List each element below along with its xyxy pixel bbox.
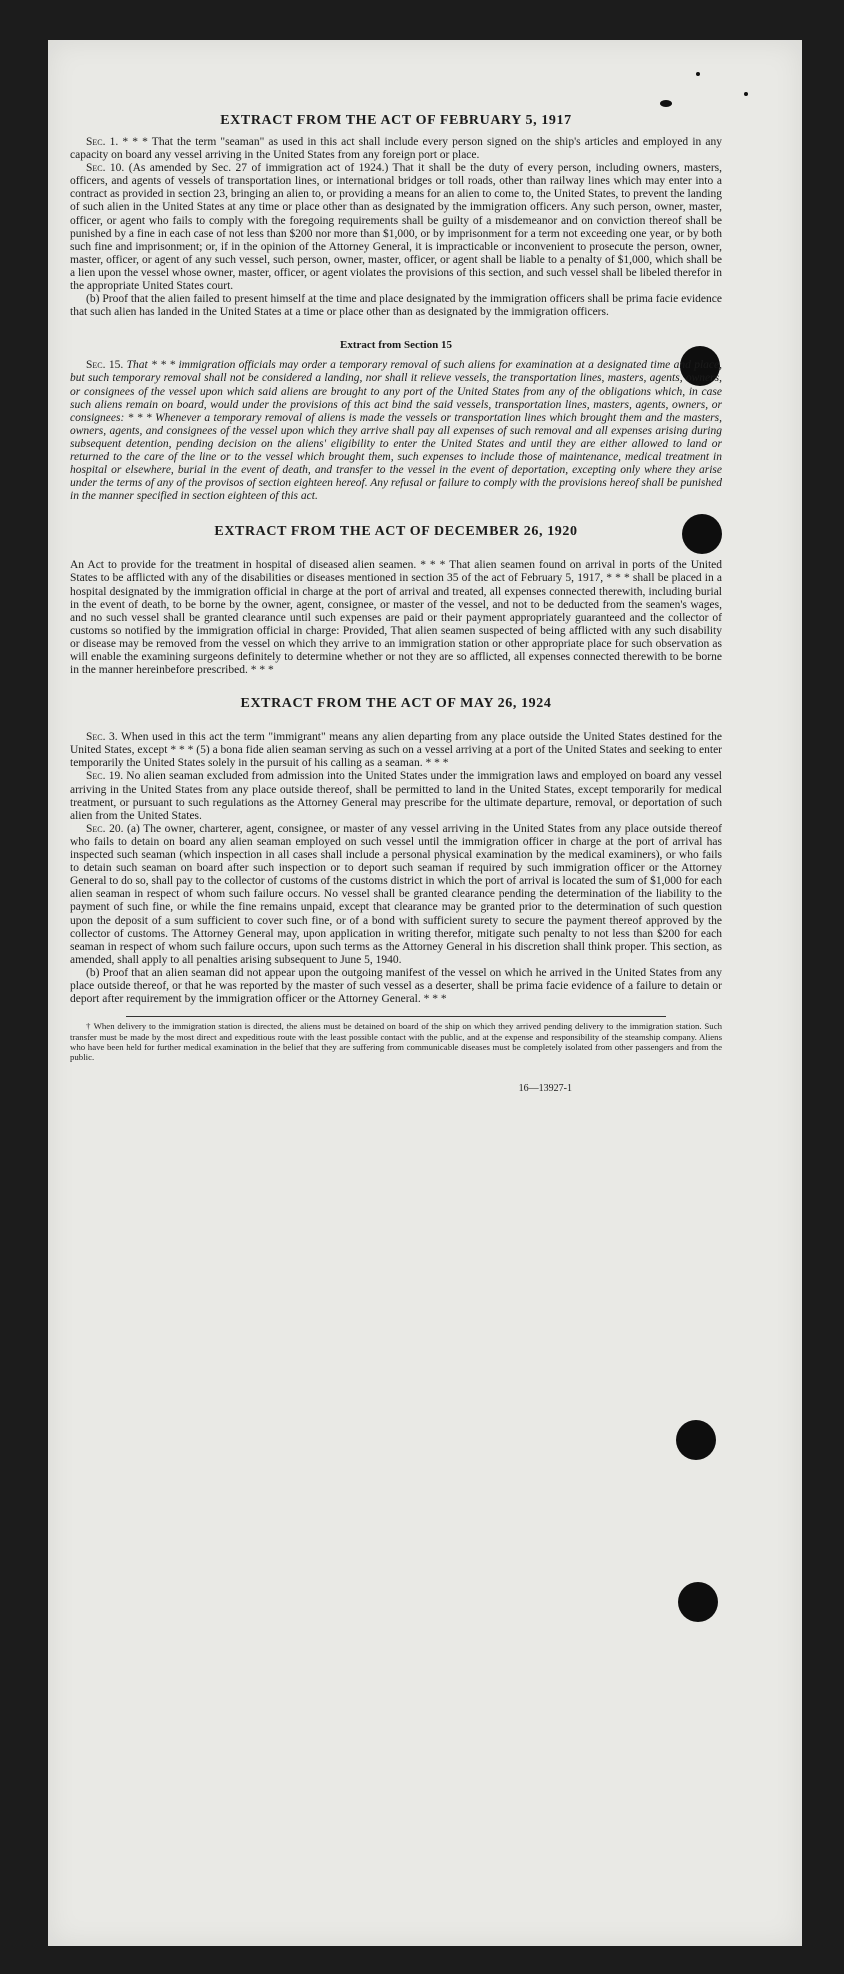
section-1-paragraph: Sec. 1. * * * That the term "seaman" as used in this act shall include every person signed on the ship's articles and employed in any capacity on board any vessel arriving in the United States from any foreign port or place. xyxy=(70,136,722,162)
punch-hole xyxy=(676,1420,716,1460)
section-20b-paragraph: (b) Proof that an alien seaman did not appear upon the outgoing manifest of the vessel on which he arrived in the United States from any place outside thereof, or that he was reported by the master of such vessel as a deserter, shall be prima facie evidence of a failure to detain or deport after requirement by the immigration officer or the Attorney General. * * * xyxy=(70,966,722,1006)
punch-hole xyxy=(678,1582,718,1622)
section-3-paragraph: Sec. 3. When used in this act the term "immigrant" means any alien departing from any place outside the United States destined for the United States, except * * * (5) a bona fide alien seaman serving as such on a vessel arriving at a port of the United States and seeking to enter temporarily the United States solely in the pursuit of his calling as a seaman. * * * xyxy=(70,731,722,770)
footnote: † When delivery to the immigration station is directed, the aliens must be detained on board of the ship on which they arrived pending delivery to the immigration station. Such transfer must be made by the most direct and expeditious route with the least possible contact with the public, and at the expense and responsibility of the steamship company. Aliens who have been held for further medical examination in the belief that they are suffering from communicable diseases must be completely isolated from other passengers and from the public. xyxy=(70,1021,722,1063)
section-heading-1924: EXTRACT FROM THE ACT OF MAY 26, 1924 xyxy=(240,696,552,712)
section-15-paragraph: Sec. 15. That * * * immigration officials may order a temporary removal of such aliens for examination at a designated time and place, but such temporary removal shall not be considered a landing, nor shall it relieve vessels, the transportation lines, masters, agents, owners, or consignees of the vessel upon which said aliens are brought to any port of the United States from any of the obligations which, in case such aliens remain on board, would under the provisions of this act bind the said vessels, transportation lines, masters, agents, owners, or consignees: * * * Whenever a temporary removal of aliens is made the vessels or transportation lines which brought them and the masters, owners, agents, and consignees of the vessel upon which they arrive shall pay all expenses of such removal and all expenses arising during subsequent detention, pending decision on the aliens' eligibility to enter the United States and until they are either allowed to land or returned to the care of the line or to the vessel which brought them, such expenses to include those of maintenance, medical treatment in hospital or elsewhere, burial in the event of death, and transfer to the vessel in the event of deportation, excepting only where they arise under the terms of any of the provisos of section eighteen hereof. Any refusal or failure to comply with the provisions hereof shall be punished in the manner specified in section eighteen of this act. xyxy=(70,359,723,503)
act-1920-paragraph: An Act to provide for the treatment in hospital of diseased alien seamen. * * * That alien seamen found on arrival in ports of the United States to be afflicted with any of the disabilities or diseases mentioned in section 35 of the act of February 5, 1917, * * * shall be placed in a hospital designated by the immigration official in charge at the port of arrival and treated, all expenses connected therewith, including burial in the event of death, to be borne by the owner, agent, consignee, or master of the vessel, and not to be deducted from the seamen's wages, and no such vessel shall be granted clearance until such expenses are paid or their payment appropriately guaranteed and the collector of customs so notified by the immigration official in charge: Provided, That alien seamen suspected of being afflicted with any such disability or disease may be removed from the vessel on which they arrive to an immigration station or other appropriate place for such observation as will enable the examining surgeons definitely to determine whether or not they are so afflicted, all expenses connected therewith to be borne in the manner hereinbefore prescribed. * * * xyxy=(70,559,722,677)
ink-speck xyxy=(744,92,748,96)
section-19-paragraph: Sec. 19. No alien seaman excluded from admission into the United States under the immigration laws and employed on board any vessel arriving in the United States from any place outside thereof, shall be permitted to land in the United States, except temporarily for medical treatment, or pursuant to such regulations as the Attorney General may prescribe for the ultimate departure, removal, or deportation of such alien from the United States. xyxy=(70,770,722,822)
form-number: 16—13927-1 xyxy=(518,1082,572,1094)
ink-speck xyxy=(696,72,700,76)
ink-speck xyxy=(660,100,672,107)
section-10-paragraph: Sec. 10. (As amended by Sec. 27 of immigration act of 1924.) That it shall be the duty of every person, including owners, masters, officers, and agents of vessels of transportation lines, or international bridges or toll roads, other than railway lines which may enter into a contract as provided in section 23, bringing an alien to, or providing a means for an alien to come to, the United States, to prevent the landing of such alien in the United States at any time or place other than as designated by the immigration officers. Any such person, owner, master, officer, or agent who fails to comply with the foregoing requirements shall be guilty of a misdemeanor and on conviction thereof shall be punished by a fine in each case of not less than $200 nor more than $1,000, or by imprisonment for a term not exceeding one year, or by both such fine and imprisonment; or, if in the opinion of the Attorney General, it is impracticable or inconvenient to prosecute the person, owner, master, officer, or agent of any such vessel, such person, owner, master, officer, or agent shall be liable to a penalty of $1,000, which shall be a lien upon the vessel whose owner, master, officer, or agent violates the provisions of this section, and such vessel shall be libeled therefor in the appropriate United States court. xyxy=(70,162,723,293)
section-10b-paragraph: (b) Proof that the alien failed to present himself at the time and place designated by the immigration officers shall be prima facie evidence that such alien has landed in the United States at a time or place other than as designated by the immigration officers. xyxy=(70,293,722,319)
section-20-paragraph: Sec. 20. (a) The owner, charterer, agent, consignee, or master of any vessel arriving in the United States from any place outside thereof who fails to detain on board any alien seaman employed on such vessel until the immigration officer in charge at the port of arrival has inspected such seaman (which inspection in all cases shall include a personal physical examination by the medical examiners), or who fails to detain such seaman on board after such inspection or to deport such seaman if required by such immigration officer or the Attorney General to do so, shall pay to the collector of customs of the customs district in which the port of arrival is located the sum of $1,000 for each alien seaman in respect of whom such failure occurs. No vessel shall be granted clearance pending the determination of the liability to the payment of such fine, or while the fine remains unpaid, except that clearance may be granted prior to the determination of such question upon the deposit of a sum sufficient to cover such fine, or of a bond with sufficient surety to secure the payment thereof approved by the collector of customs. The Attorney General may, upon application in writing therefor, mitigate such penalty to not less than $200 for each seaman in respect of whom such failure occurs, upon such terms as the Attorney General in his discretion shall think proper. This section, as amended, shall apply to all penalties arising subsequent to June 5, 1940. xyxy=(70,822,722,966)
section-15-heading: Extract from Section 15 xyxy=(340,339,452,352)
section-heading-1920: EXTRACT FROM THE ACT OF DECEMBER 26, 1920 xyxy=(214,524,578,540)
section-heading-1917: EXTRACT FROM THE ACT OF FEBRUARY 5, 1917 xyxy=(220,113,572,128)
document-body xyxy=(70,112,722,1094)
footnote-divider xyxy=(126,1016,666,1017)
